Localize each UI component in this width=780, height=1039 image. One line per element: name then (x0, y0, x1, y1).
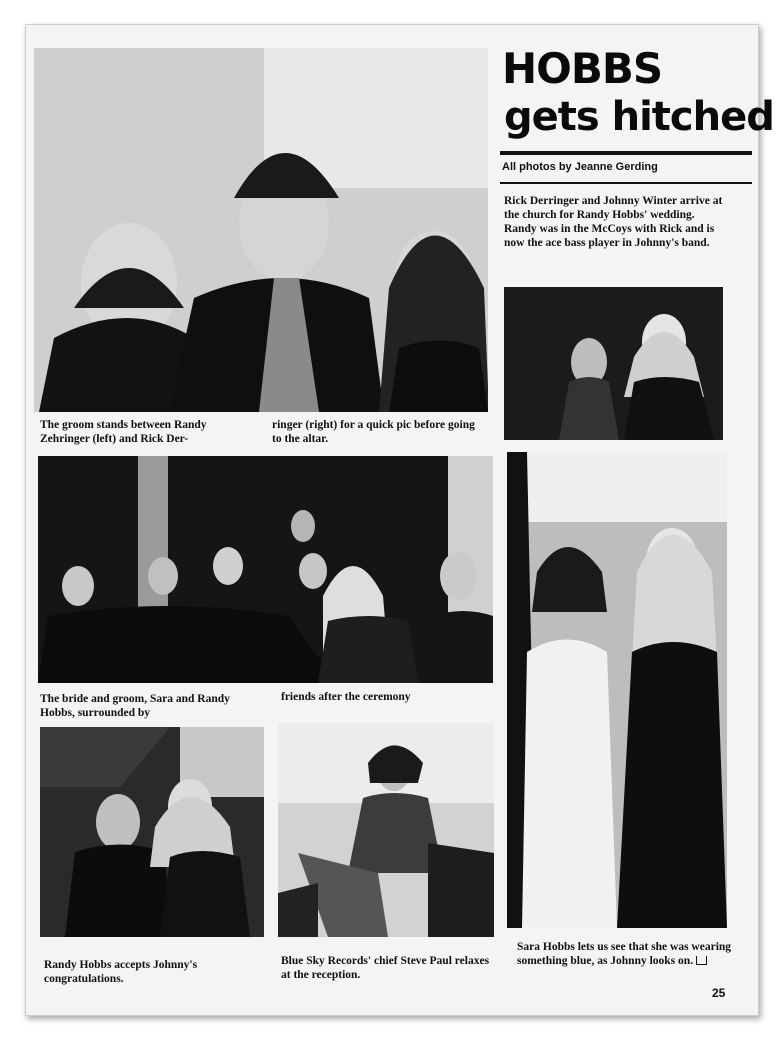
photo-groom-and-friends (34, 48, 488, 412)
caption-congratulations: Randy Hobbs accepts Johnny's congratulations. (44, 959, 198, 985)
photo-credit: All photos by Jeanne Gerding (502, 161, 658, 173)
caption-sara (517, 940, 732, 968)
caption-bride-col1: The bride and groom, Sara and Randy Hobbs, surrounded by (40, 693, 230, 719)
caption-groom-col2: ringer (right) for a quick pic before going to the altar. (272, 419, 475, 445)
headline-rule (500, 151, 752, 155)
photo-rick-and-johnny (504, 287, 723, 440)
credit-rule (500, 182, 752, 184)
photo-steve-paul (278, 723, 494, 937)
photo-congratulations (40, 727, 264, 937)
photo-wedding-group (38, 456, 493, 683)
page-number: 25 (712, 986, 726, 1000)
caption-groom-col1: The groom stands between Randy Zehringer (left) and Rick Der- (40, 419, 207, 445)
headline-line-2: gets hitched (504, 94, 774, 140)
caption-bride-col2: friends after the ceremony (281, 691, 411, 703)
headline-line-1: HOBBS (502, 44, 663, 93)
photo-sara-and-johnny (507, 452, 727, 928)
end-mark-icon (696, 956, 707, 965)
intro-text: Rick Derringer and Johnny Winter arrive at the church for Randy Hobbs' wedding. Randy was in the McCoys with Rick and is now the ace bass player in Johnny's band. (504, 195, 723, 249)
caption-sara-text: Sara Hobbs lets us see that she was wearing something blue, as Johnny looks on. (517, 941, 732, 967)
caption-blue-sky: Blue Sky Records' chief Steve Paul relaxes at the reception. (281, 955, 490, 981)
